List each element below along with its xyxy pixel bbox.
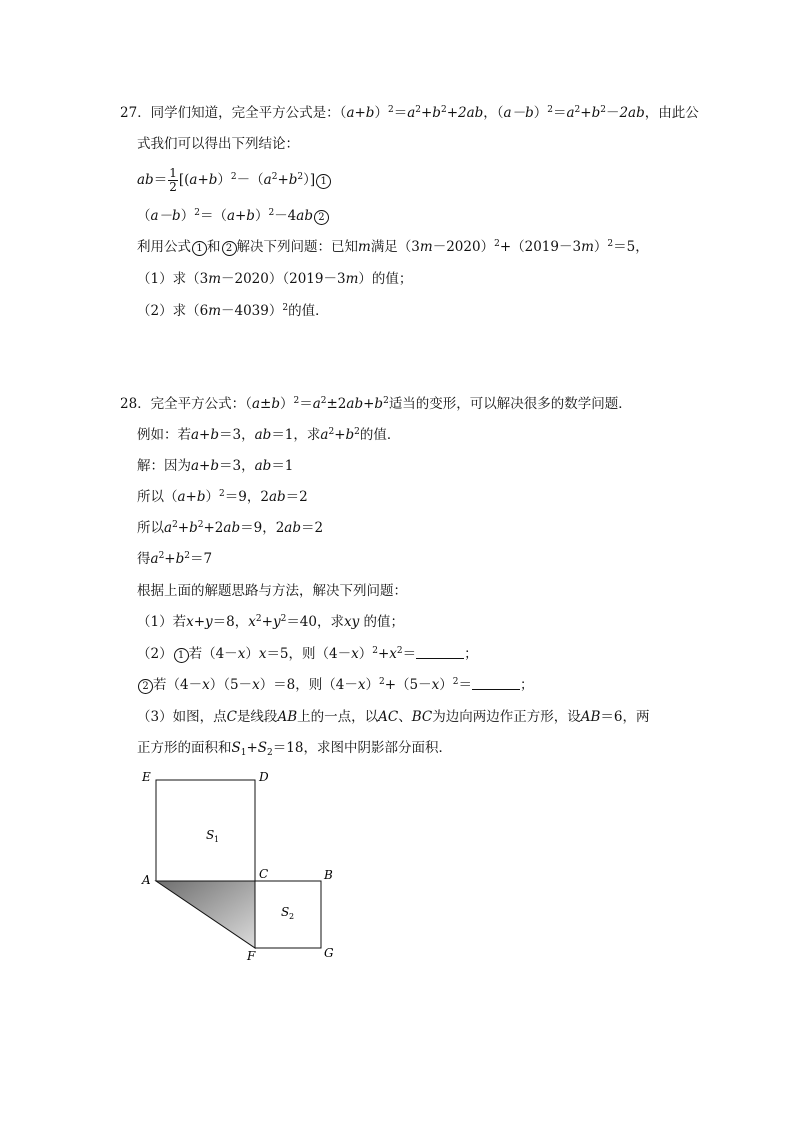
q27-line-use: 利用公式 1 和 2 解决下列问题：已知m满足$(3m-2020)^2+(2019-3m)^2=5$， — [137, 239, 649, 255]
q27-line-2: 式我们可以得出下列结论： — [137, 136, 299, 152]
circled-one-icon: 1 — [316, 174, 331, 189]
q28-example: 例如：若a+b＝3，ab＝1，求$a^2+b^2$的值． — [137, 427, 401, 443]
circled-one-icon: 1 — [174, 648, 189, 663]
q28-part-3-line-1: （3）如图，点C是线段AB上的一点，以AC、BC为边向两边作正方形，设AB＝6，两 — [137, 709, 650, 725]
label-d: D — [259, 770, 269, 784]
q27-formula-2: $(a-b)^2=(a+b)^2-4ab$ 2 — [137, 207, 329, 225]
label-g: G — [324, 946, 334, 960]
q27-line-1: 27．同学们知道，完全平方公式是：$(a+b)^2=a^2+b^2+2ab$，$(a-b)^2=a^2+b^2-2ab$，由此公 — [120, 105, 699, 121]
q28-solution-4: 得$a^2+b^2=7$ — [137, 551, 213, 567]
circled-two-icon: 2 — [138, 679, 153, 694]
label-f: F — [247, 949, 256, 963]
q28-solution-1: 解：因为a+b＝3，ab＝1 — [137, 458, 294, 474]
q27-formula-1: ab＝ $\frac{1}{2}$ $[(a+b)^2-(a^2+b^2)]$ 1 — [137, 166, 331, 194]
q28-solution-3: 所以$a^2+b^2+2ab=9$，2ab＝2 — [137, 520, 324, 536]
q27-part-2: （2）求$(6m-4039)^2$的值． — [137, 303, 329, 319]
q28-part-2-2: 2 若（4－x）（5－x）＝8，则$(4-x)^2+(5-x)^2=$ ； — [137, 676, 534, 694]
q28-part-3-line-2: 正方形的面积和$S_1+S_2=18$，求图中阴影部分面积． — [137, 740, 452, 758]
label-s2: S — [281, 905, 290, 919]
circled-one-icon: 1 — [192, 241, 207, 256]
label-s2-sub: 2 — [289, 912, 295, 921]
fraction-half: $\frac{1}{2}$ — [169, 166, 177, 194]
geometry-figure — [130, 768, 370, 968]
shaded-triangle — [156, 881, 255, 948]
label-b: B — [324, 868, 333, 882]
q28-part-1: （1）若x+y＝8，$x^2+y^2=40$，求xy 的值； — [137, 614, 405, 630]
answer-blank-2[interactable] — [472, 677, 520, 690]
answer-blank-1[interactable] — [416, 646, 464, 659]
label-s1: S — [206, 828, 215, 842]
label-s1-sub: 1 — [214, 835, 220, 844]
q28-line-1: 28．完全平方公式：$(a\pm b)^2=a^2\pm 2ab+b^2$适当的变形，可以解决很多的数学问题． — [120, 396, 632, 412]
q28-solution-2: 所以$(a+b)^2=9$，2ab＝2 — [137, 489, 308, 505]
label-c: C — [259, 867, 269, 881]
q28-part-2-1: （2） 1 若（4－x）x＝5，则$(4-x)^2+x^2=$ ； — [137, 646, 478, 662]
circled-two-icon: 2 — [314, 210, 329, 225]
circled-two-icon: 2 — [222, 241, 237, 256]
q28-instruction: 根据上面的解题思路与方法，解决下列问题： — [137, 583, 407, 599]
label-a: A — [142, 873, 151, 887]
q27-part-1: （1）求（3m－2020）（2019－3m）的值； — [137, 271, 413, 287]
label-e: E — [142, 770, 151, 784]
